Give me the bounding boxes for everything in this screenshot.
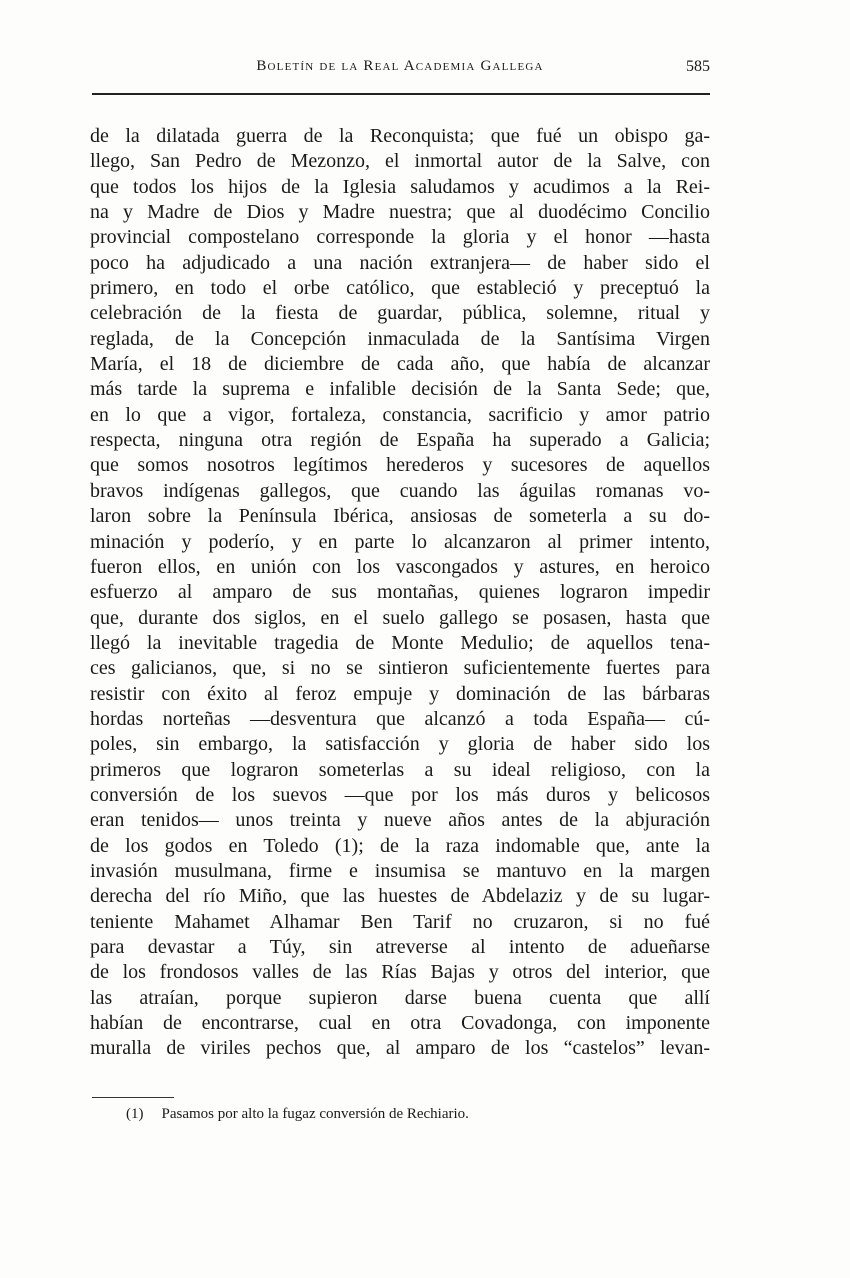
- text-line: invasión musulmana, firme e insumisa se mantuvo en la margen: [90, 859, 710, 882]
- text-line: bravos indígenas gallegos, que cuando las águilas romanas vo-: [90, 479, 710, 502]
- text-line: que todos los hijos de la Iglesia saludamos y acudimos a la Rei-: [90, 175, 710, 198]
- page-number: 585: [686, 58, 710, 75]
- body-text: [90, 124, 710, 1062]
- text-line: poles, sin embargo, la satisfacción y gloria de haber sido los: [90, 733, 710, 756]
- text-line: eran tenidos— unos treinta y nueve años antes de la abjuración: [90, 809, 710, 832]
- footnote-mark: (1): [126, 1106, 144, 1122]
- text-line: resistir con éxito al feroz empuje y dominación de las bárbaras: [90, 682, 710, 705]
- text-line: llegó la inevitable tragedia de Monte Medulio; de aquellos tena-: [90, 631, 710, 654]
- text-line: de los godos en Toledo (1); de la raza indomable que, ante la: [90, 834, 710, 857]
- text-line: las atraían, porque supieron darse buena cuenta que allí: [90, 986, 710, 1009]
- text-line: derecha del río Miño, que las huestes de Abdelaziz y de su lugar-: [90, 885, 710, 908]
- text-line: esfuerzo al amparo de sus montañas, quienes lograron impedir: [90, 581, 710, 604]
- text-line: laron sobre la Península Ibérica, ansiosas de someterla a su do-: [90, 505, 710, 528]
- text-line: llego, San Pedro de Mezonzo, el inmortal autor de la Salve, con: [90, 150, 710, 173]
- text-line: ces galicianos, que, si no se sintieron suficientemente fuertes para: [90, 657, 710, 680]
- text-line: respecta, ninguna otra región de España ha superado a Galicia;: [90, 429, 710, 452]
- text-line: de los frondosos valles de las Rías Bajas y otros del interior, que: [90, 961, 710, 984]
- text-line: muralla de viriles pechos que, al amparo de los “castelos” levan-: [90, 1037, 710, 1060]
- text-line: primeros que lograron someterlas a su ideal religioso, con la: [90, 758, 710, 781]
- text-line: más tarde la suprema e infalible decisión de la Santa Sede; que,: [90, 378, 710, 401]
- text-line: conversión de los suevos —que por los más duros y belicosos: [90, 783, 710, 806]
- text-line: hordas norteñas —desventura que alcanzó a toda España— cú-: [90, 707, 710, 730]
- text-line: María, el 18 de diciembre de cada año, que había de alcanzar: [90, 353, 710, 376]
- text-line: celebración de la fiesta de guardar, pública, solemne, ritual y: [90, 302, 710, 325]
- text-line: en lo que a vigor, fortaleza, constancia, sacrificio y amor patrio: [90, 403, 710, 426]
- text-line: para devastar a Túy, sin atreverse al intento de adueñarse: [90, 936, 710, 958]
- text-line: provincial compostelano corresponde la gloria y el honor —hasta: [90, 226, 710, 249]
- text-line: teniente Mahamet Alhamar Ben Tarif no cruzaron, si no fué: [90, 910, 710, 933]
- footnote: [126, 1106, 469, 1123]
- text-line: que somos nosotros legítimos herederos y sucesores de aquellos: [90, 454, 710, 477]
- text-line: na y Madre de Dios y Madre nuestra; que al duodécimo Concilio: [90, 201, 710, 224]
- text-line: reglada, de la Concepción inmaculada de la Santísima Virgen: [90, 327, 710, 350]
- running-head: [90, 58, 710, 84]
- text-line: habían de encontrarse, cual en otra Covadonga, con imponente: [90, 1012, 710, 1035]
- running-title: Boletín de la Real Academia Gallega: [256, 58, 544, 74]
- text-line: poco ha adjudicado a una nación extranjera— de haber sido el: [90, 251, 710, 274]
- footnote-rule: [92, 1097, 174, 1098]
- text-line: minación y poderío, y en parte lo alcanzaron al primer intento,: [90, 530, 710, 553]
- header-rule: [92, 93, 710, 95]
- footnote-text: Pasamos por alto la fugaz conversión de Rechiario.: [161, 1106, 469, 1122]
- text-line: fueron ellos, en unión con los vascongados y astures, en heroico: [90, 555, 710, 578]
- text-line: de la dilatada guerra de la Reconquista; que fué un obispo ga-: [90, 125, 710, 147]
- text-line: primero, en todo el orbe católico, que estableció y preceptuó la: [90, 277, 710, 300]
- text-line: que, durante dos siglos, en el suelo gallego se posasen, hasta que: [90, 606, 710, 629]
